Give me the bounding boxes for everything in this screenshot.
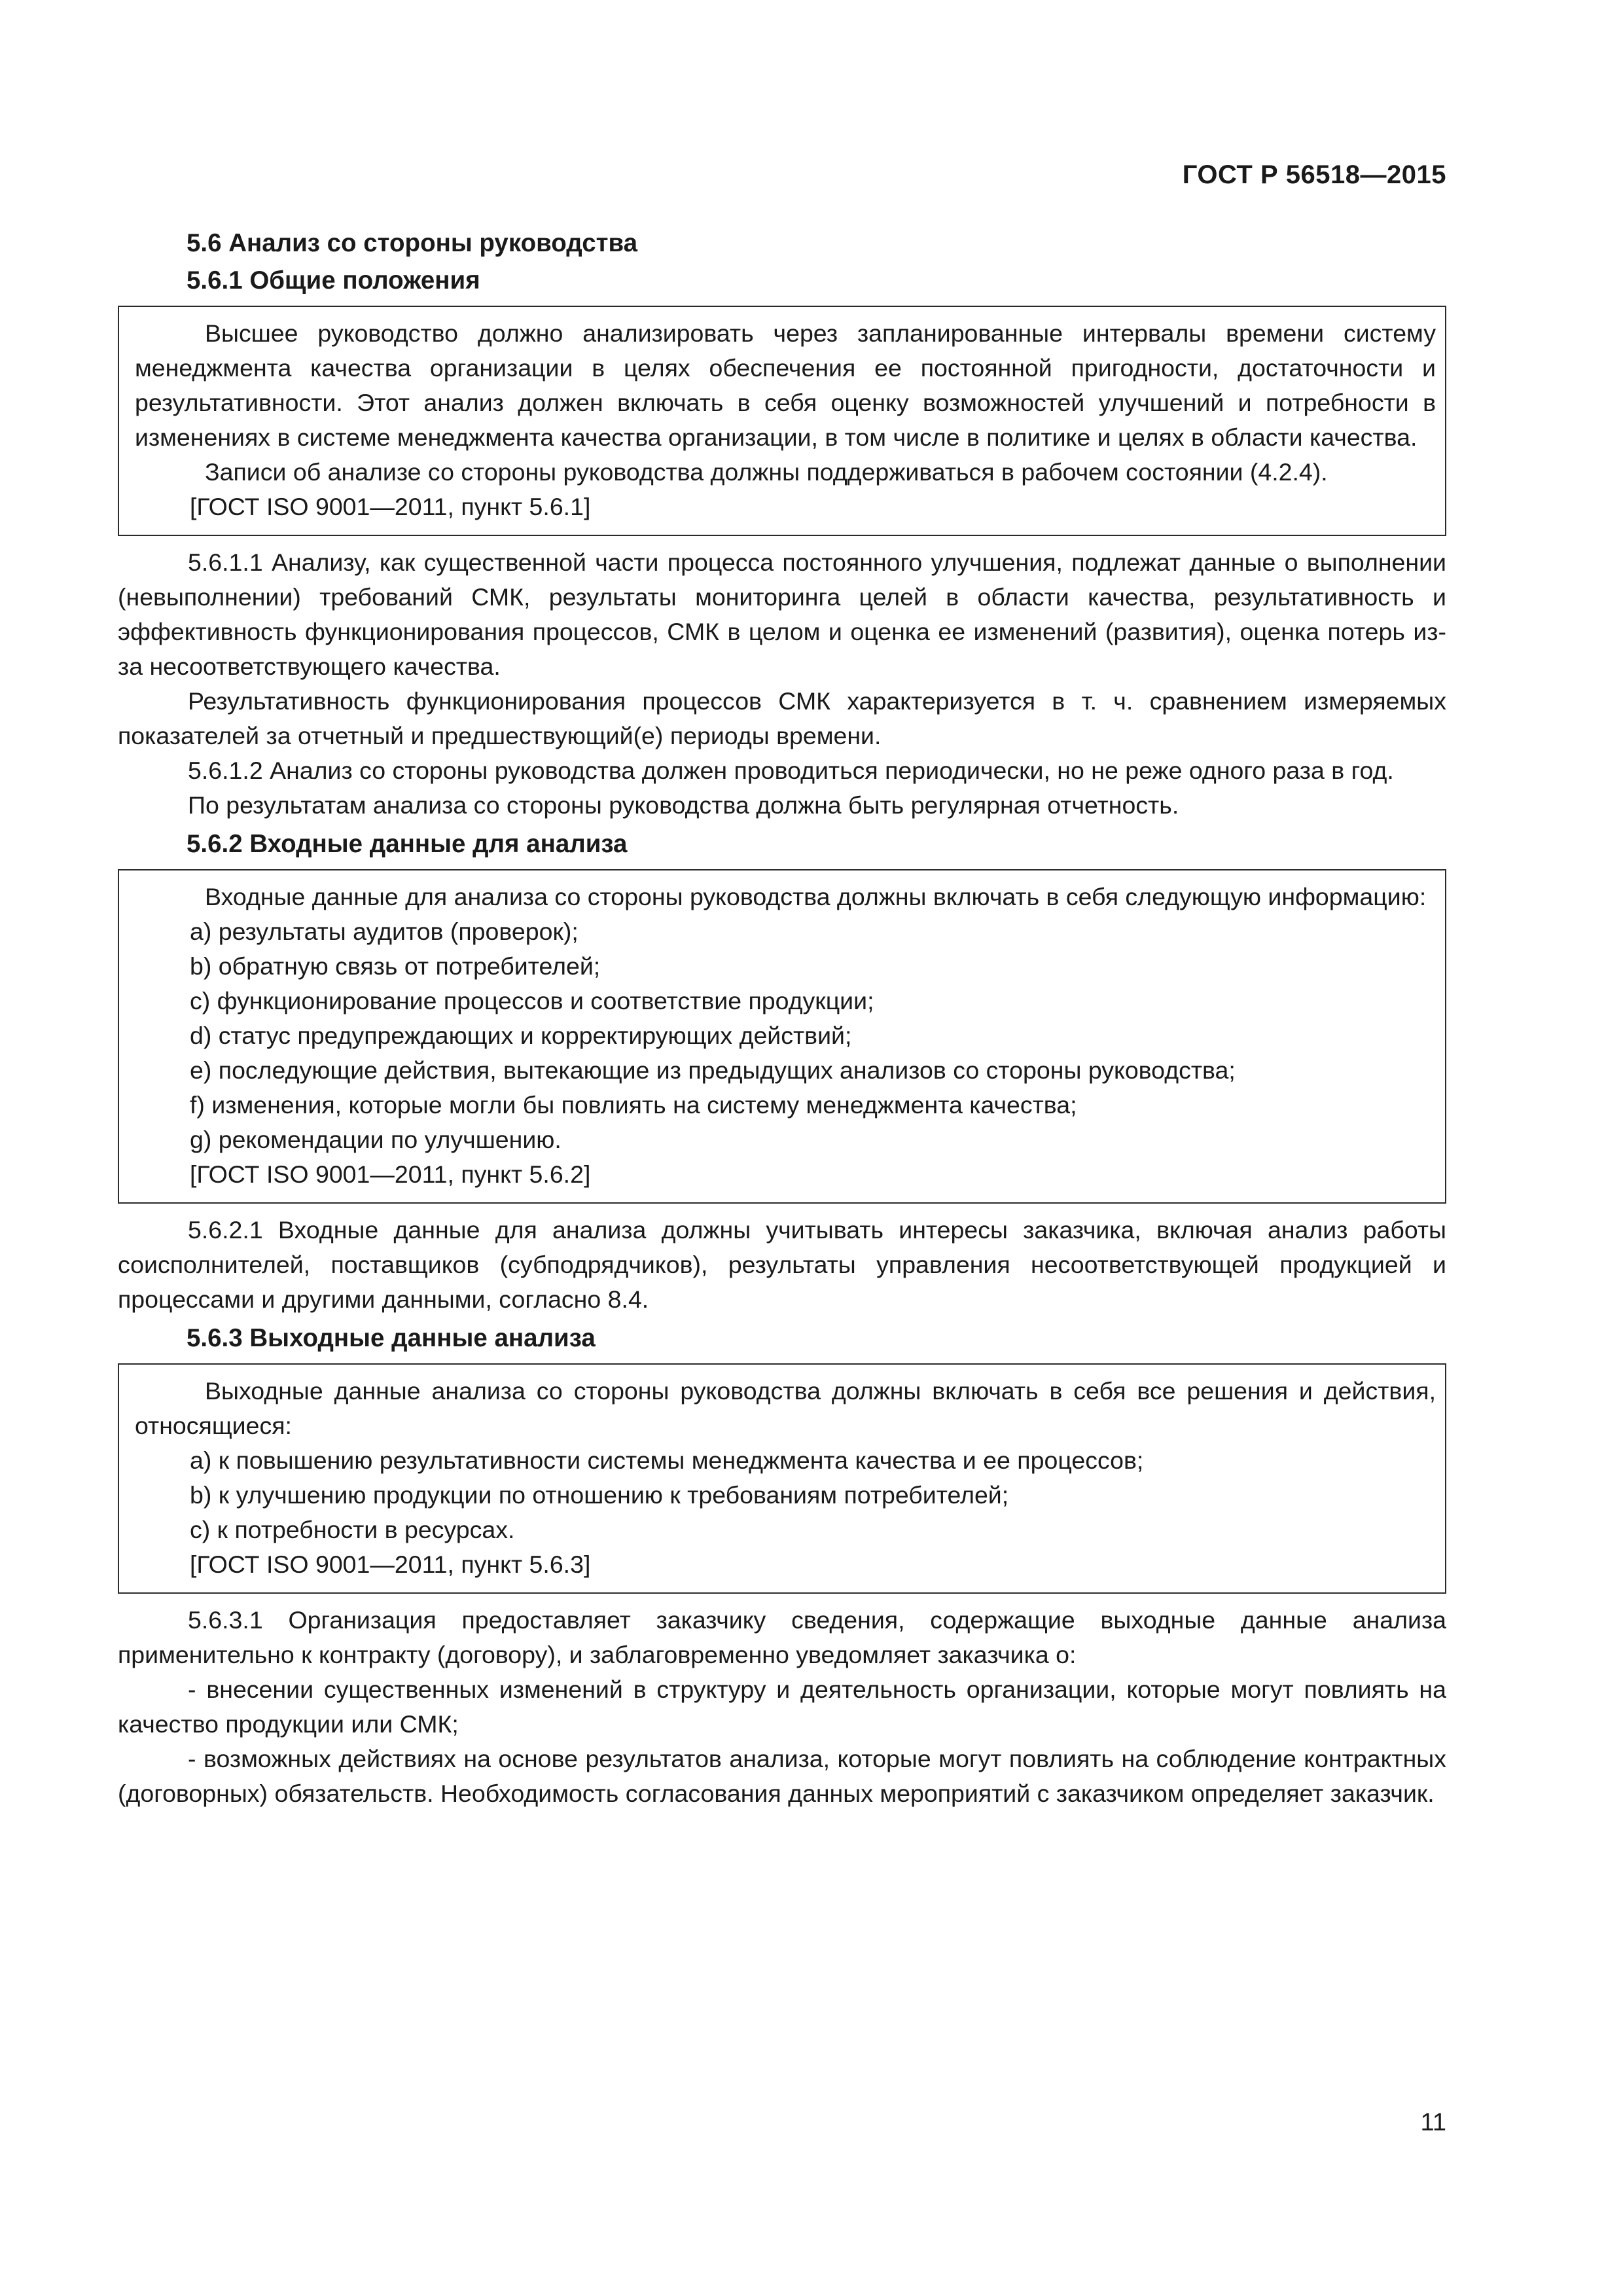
box-paragraph: Входные данные для анализа со стороны руководства должны включать в себя следующую информацию: [205,883,1427,910]
body-paragraph: Результативность функционирования процессов СМК характеризуется в т. ч. сравнением измеряемых показателей за отчетный и предшествующий(е) периоды времени. [118,687,1446,749]
standard-reference: [ГОСТ ISO 9001—2011, пункт 5.6.1] [190,493,591,520]
body-text-5-6-2 [118,1213,1446,1317]
body-paragraph: 5.6.1.2 Анализ со стороны руководства должен проводиться периодически, но не реже одного раза в год. [188,757,1394,784]
list-item: a) результаты аудитов (проверок); [190,918,579,945]
box-paragraph: Высшее руководство должно анализировать через запланированные интервалы времени систему менеджмента качества организации в целях обеспечения ее постоянной пригодности, достаточности и результативности. Этот анализ должен включать в себя оценку возможностей улучшений и потребности в изменениях в системе менеджмента качества организации, в том числе в политике и целях в области качества. [135,319,1436,451]
list-item: c) к потребности в ресурсах. [190,1516,515,1543]
body-text-5-6-3 [118,1603,1446,1811]
document-code: ГОСТ Р 56518—2015 [1182,160,1446,189]
list-item: g) рекомендации по улучшению. [190,1126,562,1153]
section-heading-5-6: 5.6 Анализ со стороны руководства [187,229,638,257]
list-item: f) изменения, которые могли бы повлиять на систему менеджмента качества; [190,1091,1077,1119]
standard-reference: [ГОСТ ISO 9001—2011, пункт 5.6.3] [190,1551,591,1578]
document-content [118,226,1446,1815]
list-item: d) статус предупреждающих и корректирующих действий; [190,1022,852,1049]
standard-reference: [ГОСТ ISO 9001—2011, пункт 5.6.2] [190,1160,591,1188]
quoted-requirement-box-5-6-1 [118,306,1446,536]
list-item: b) к улучшению продукции по отношению к требованиям потребителей; [190,1481,1009,1509]
body-paragraph: По результатам анализа со стороны руководства должна быть регулярная отчетность. [188,791,1179,819]
list-item: b) обратную связь от потребителей; [190,952,601,980]
section-heading-5-6-1: 5.6.1 Общие положения [187,266,480,295]
page-number: 11 [1420,2109,1446,2136]
quoted-requirement-box-5-6-3 [118,1363,1446,1594]
body-text-5-6-1 [118,545,1446,823]
box-paragraph: Записи об анализе со стороны руководства должны поддерживаться в рабочем состоянии (4.2.4). [205,458,1328,486]
body-paragraph: 5.6.1.1 Анализу, как существенной части процесса постоянного улучшения, подлежат данные о выполнении (невыполнении) требований СМК, результаты мониторинга целей в области качества, результативность и эффективность функционирования процессов, СМК в целом и оценка ее изменений (развития), оценка потерь из-за несоответствующего качества. [118,548,1446,680]
section-heading-5-6-3: 5.6.3 Выходные данные анализа [187,1324,596,1352]
body-paragraph: 5.6.2.1 Входные данные для анализа должны учитывать интересы заказчика, включая анализ работы соисполнителей, поставщиков (субподрядчиков), результаты управления несоответствующей продукцией и процессами и другими данными, согласно 8.4. [118,1216,1446,1313]
section-heading-5-6-2: 5.6.2 Входные данные для анализа [187,830,628,858]
box-paragraph: Выходные данные анализа со стороны руководства должны включать в себя все решения и действия, относящиеся: [135,1377,1436,1439]
body-paragraph: - возможных действиях на основе результатов анализа, которые могут повлиять на соблюдение контрактных (договорных) обязательств. Необходимость согласования данных мероприятий с заказчиком определяет заказчик. [118,1745,1446,1807]
list-item: c) функционирование процессов и соответствие продукции; [190,987,874,1014]
body-paragraph: - внесении существенных изменений в структуру и деятельность организации, которые могут повлиять на качество продукции или СМК; [118,1676,1446,1738]
quoted-requirement-box-5-6-2 [118,869,1446,1204]
list-item: a) к повышению результативности системы менеджмента качества и ее процессов; [190,1446,1144,1474]
document-page [118,0,1446,2296]
body-paragraph: 5.6.3.1 Организация предоставляет заказчику сведения, содержащие выходные данные анализа применительно к контракту (договору), и заблаговременно уведомляет заказчика о: [118,1606,1446,1668]
list-item: e) последующие действия, вытекающие из предыдущих анализов со стороны руководства; [190,1056,1236,1084]
